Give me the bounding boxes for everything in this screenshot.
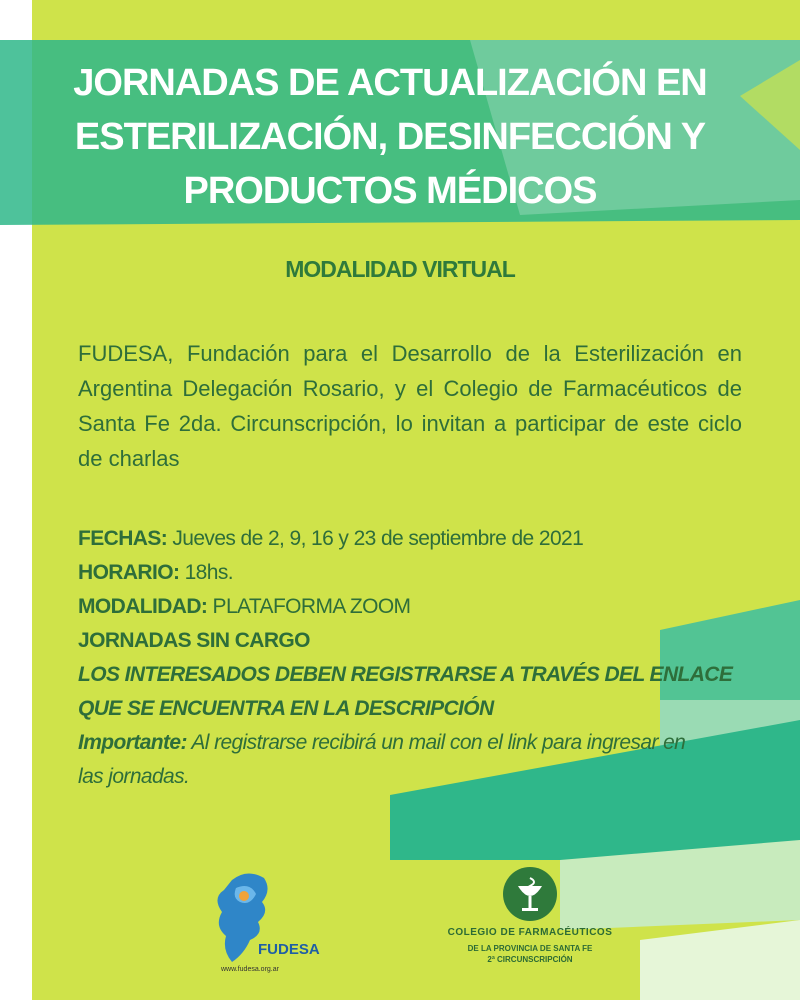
colegio-logo [440,862,620,972]
importante-label: Importante: [78,731,187,754]
page-title [40,56,740,218]
pharmacy-cup-icon [440,862,620,924]
sin-cargo-text: JORNADAS SIN CARGO [78,629,310,652]
colegio-province: DE LA PROVINCIA DE SANTA FE [467,944,593,953]
modalidad-row [78,590,768,624]
importante-row [78,726,768,760]
fechas-value: Jueves de 2, 9, 16 y 23 de septiembre de 2021 [167,527,584,550]
fudesa-logo [192,850,322,980]
fechas-label: FECHAS: [78,527,168,550]
importante-continuation: las jornadas. [78,765,190,788]
title-line: ESTERILIZACIÓN, DESINFECCIÓN Y [74,116,706,158]
fudesa-url: www.fudesa.org.ar [221,966,279,973]
registro-line: LOS INTERESADOS DEBEN REGISTRARSE A TRAVÉS DEL ENLACE [78,663,733,686]
modalidad-value: PLATAFORMA ZOOM [207,595,411,618]
importante-value: Al registrarse recibirá un mail con el link para ingresar en [186,731,686,754]
fudesa-name: FUDESA [258,941,320,958]
title-line: PRODUCTOS MÉDICOS [183,170,597,212]
fechas-row [78,522,768,556]
intro-paragraph: FUDESA, Fundación para el Desarrollo de la Esterilización en Argentina Delegación Rosario, y el Colegio de Farmacéuticos de Santa Fe 2da. Circunscripción, lo invitan a participar de este ciclo de charlas [78,341,742,471]
horario-value: 18hs. [179,561,233,584]
event-details [78,522,768,794]
horario-row [78,556,768,590]
subtitle: MODALIDAD VIRTUAL [285,256,515,282]
horario-label: HORARIO: [78,561,180,584]
title-line: JORNADAS DE ACTUALIZACIÓN EN [73,62,707,104]
colegio-circunscripcion: 2ª CIRCUNSCRIPCIÓN [487,955,573,964]
colegio-name: COLEGIO DE FARMACÉUTICOS [447,927,613,938]
modalidad-label: MODALIDAD: [78,595,208,618]
registro-line: QUE SE ENCUENTRA EN LA DESCRIPCIÓN [78,697,494,720]
